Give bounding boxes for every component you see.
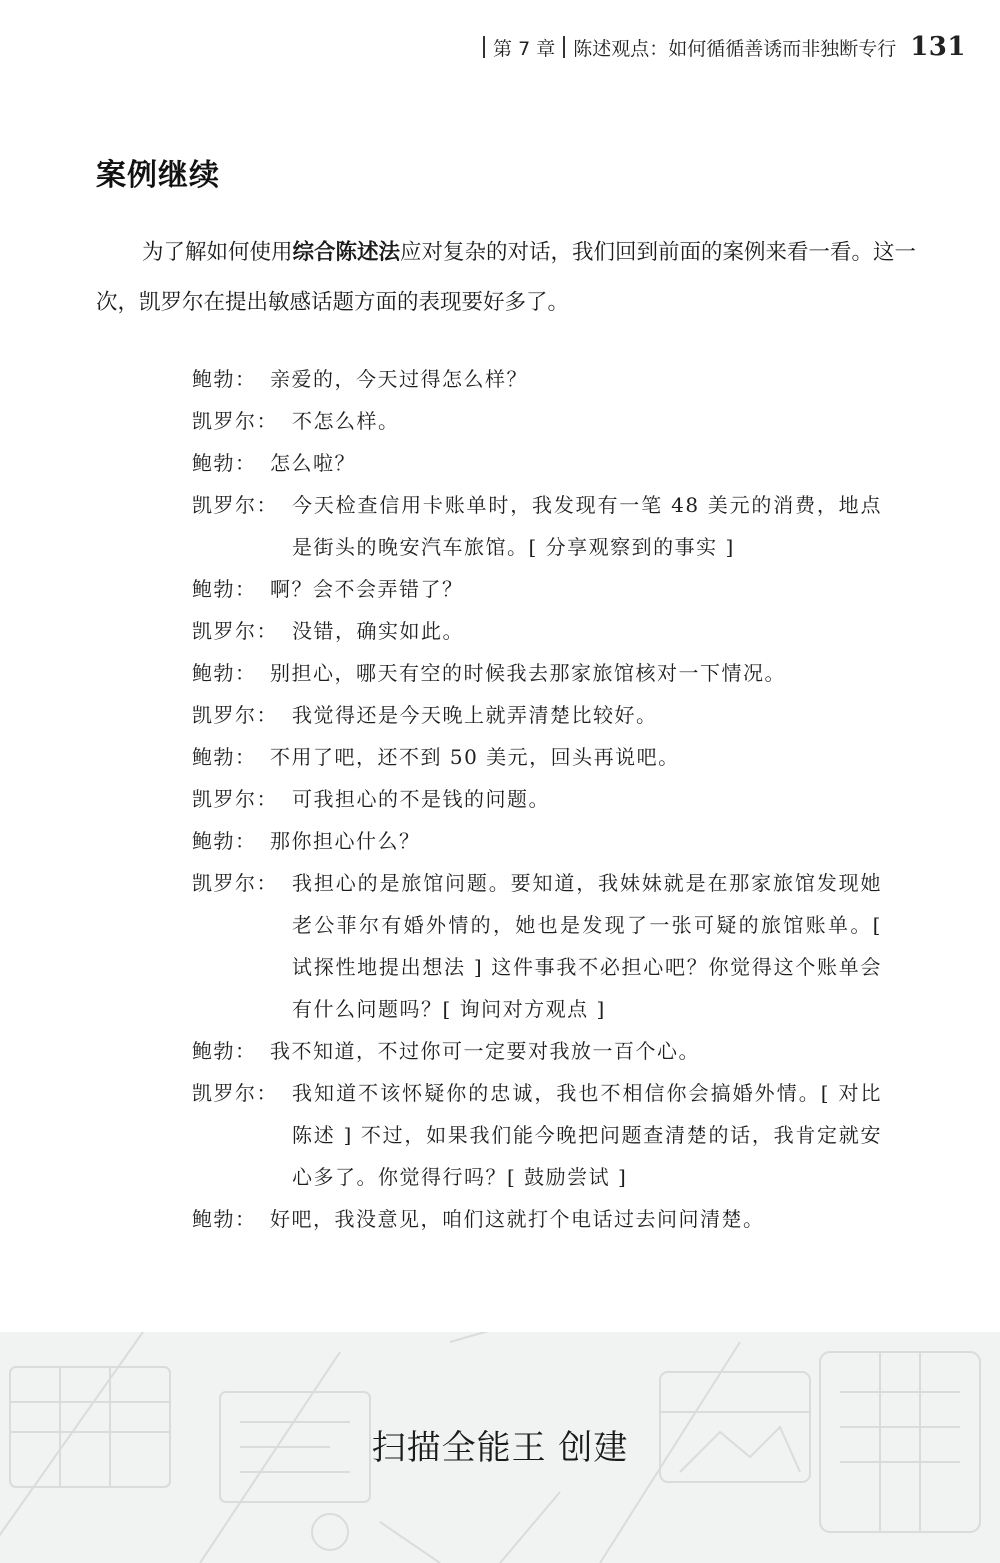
intro-text: 为了解如何使用 [142,240,293,265]
utterance: 不用了吧，还不到 50 美元，回头再说吧。 [270,745,680,769]
dialogue-block [192,358,882,1240]
utterance: 好吧，我没意见，咱们这就打个电话过去问问清楚。 [270,1207,765,1231]
utterance: 可我担心的不是钱的问题。 [292,787,550,811]
speaker-name: 鲍勃： [192,1207,257,1231]
page-number: 131 [910,32,966,62]
speaker-name: 鲍勃： [192,745,257,769]
speaker-name: 鲍勃： [192,661,257,685]
speaker-name: 凯罗尔： [192,703,278,727]
dialogue-line [192,652,882,694]
speaker-name: 鲍勃： [192,451,257,475]
speaker-name: 凯罗尔： [192,871,278,895]
dialogue-line [192,400,882,442]
utterance: 没错，确实如此。 [292,619,464,643]
dialogue-line [192,1030,882,1072]
dialogue-line [192,568,882,610]
section-title: 案例继续 [96,158,220,193]
dialogue-line [192,820,882,862]
utterance: 我担心的是旅馆问题。要知道，我妹妹就是在那家旅馆发现她老公菲尔有婚外情的，她也是发现了一张可疑的旅馆账单。[ 试探性地提出想法 ] 这件事我不必担心吧？你觉得这个账单会有什么问题吗？[ 询问对方观点 ] [292,871,882,1021]
utterance: 亲爱的，今天过得怎么样？ [270,367,528,391]
utterance: 今天检查信用卡账单时，我发现有一笔 48 美元的消费，地点是街头的晚安汽车旅馆。[ 分享观察到的事实 ] [292,493,882,559]
utterance: 那你担心什么？ [270,829,421,853]
header-divider [483,36,485,58]
dialogue-line [192,484,882,568]
scanner-watermark-text: 扫描全能王 创建 [371,1428,629,1468]
dialogue-line [192,1198,882,1240]
speaker-name: 凯罗尔： [192,619,278,643]
utterance: 不怎么样。 [292,409,400,433]
utterance: 啊？会不会弄错了？ [270,577,464,601]
running-head [475,30,966,64]
dialogue-line [192,1072,882,1198]
intro-paragraph [96,228,922,328]
dialogue-line [192,610,882,652]
intro-bold-term: 综合陈述法 [292,240,401,265]
speaker-name: 鲍勃： [192,1039,257,1063]
utterance: 怎么啦？ [270,451,356,475]
chapter-label: 第 7 章 [493,37,556,60]
speaker-name: 凯罗尔： [192,787,278,811]
speaker-name: 鲍勃： [192,577,257,601]
utterance: 别担心，哪天有空的时候我去那家旅馆核对一下情况。 [270,661,786,685]
dialogue-line [192,862,882,1030]
speaker-name: 鲍勃： [192,829,257,853]
dialogue-line [192,778,882,820]
intro-text: 应对复杂的对话，我们回到前面的案例来看一看。这一次，凯罗尔在提出敏感话题方面的表现要好多了。 [96,240,917,315]
utterance: 我不知道，不过你可一定要对我放一百个心。 [270,1039,700,1063]
dialogue-line [192,442,882,484]
speaker-name: 鲍勃： [192,367,257,391]
speaker-name: 凯罗尔： [192,409,278,433]
speaker-name: 凯罗尔： [192,1081,278,1105]
dialogue-line [192,694,882,736]
header-divider [563,36,565,58]
dialogue-line [192,358,882,400]
speaker-name: 凯罗尔： [192,493,278,517]
utterance: 我知道不该怀疑你的忠诚，我也不相信你会搞婚外情。[ 对比陈述 ] 不过，如果我们能今晚把问题查清楚的话，我肯定就安心多了。你觉得行吗？[ 鼓励尝试 ] [292,1081,882,1189]
utterance: 我觉得还是今天晚上就弄清楚比较好。 [292,703,658,727]
chapter-title: 陈述观点：如何循循善诱而非独断专行 [573,37,897,60]
dialogue-line [192,736,882,778]
